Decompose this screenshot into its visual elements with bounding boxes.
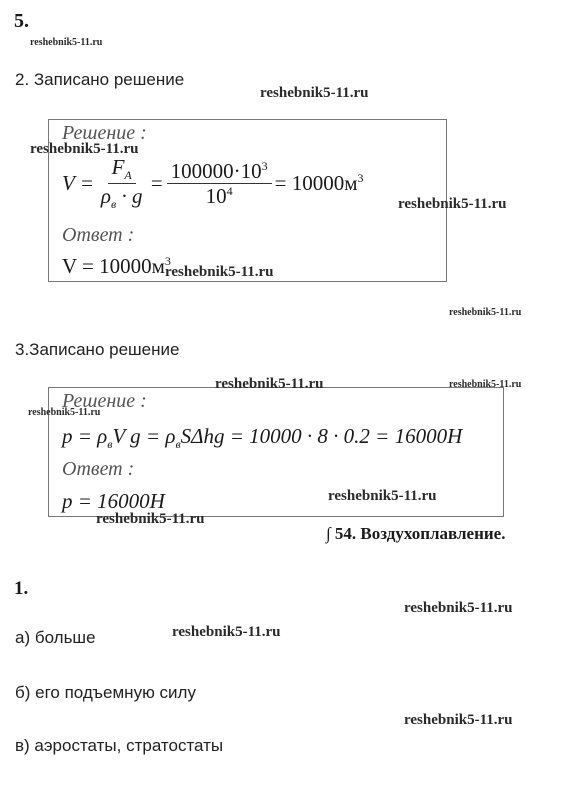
fraction-numeric [167,160,272,207]
eq-sub-1: в [107,437,113,452]
task2-equation [62,156,364,211]
answer-b: б) его подъемную силу [15,683,196,702]
task2-solution-label: Решение : [62,122,147,144]
watermark: reshebnik5-11.ru [260,85,369,101]
watermark: reshebnik5-11.ru [172,624,281,640]
watermark: reshebnik5-11.ru [96,511,205,527]
task2-answer-label: Ответ : [62,224,135,246]
watermark: reshebnik5-11.ru [398,196,507,212]
eq-result: = $10000м^3$ [274,170,364,195]
task2-answer-sup: 3 [164,254,171,268]
frac1-den-sub: в [110,196,117,211]
watermark: reshebnik5-11.ru [328,488,437,504]
watermark: reshebnik5-11.ru [215,376,324,392]
eq-result-sup: 3 [357,170,364,185]
watermark: reshebnik5-11.ru [449,307,522,318]
fraction-force-over-density [97,156,147,211]
frac2-den: 10 [205,183,227,208]
task3-answer-label: Ответ : [62,458,135,480]
frac1-den-rho: ρ [100,183,111,208]
task-number-5: 5. [14,10,29,32]
frac2-num-sup: 3 [261,158,268,173]
watermark: reshebnik5-11.ru [404,600,513,616]
answer-a: а) больше [15,628,96,647]
task3-solution-label: Решение : [62,390,147,412]
watermark: reshebnik5-11.ru [165,264,274,280]
eq-lhs: V = [62,170,94,195]
frac2-den-sup: 4 [226,183,233,198]
section-title: ∫ 54. Воздухоплавление. [326,524,506,543]
task3-equation: $p = \rho_вV$ $g = \rho_вS\Delta hg = 10000 \cdot 8 \cdot 0.2 = 16000H$ [62,424,463,452]
eq-sub-2: в [175,437,181,452]
watermark: reshebnik5-11.ru [30,141,139,157]
watermark: reshebnik5-11.ru [404,712,513,728]
frac1-num-sub: A [124,168,132,183]
task3-heading: 3.Записано решение [15,340,180,359]
task3-answer: p = 16000H [62,489,165,513]
eq-mid: = [149,170,164,195]
watermark: reshebnik5-11.ru [28,407,101,418]
watermark: reshebnik5-11.ru [449,379,522,390]
task2-answer: $V = 10000м^3$ [62,254,171,278]
task2-heading: 2. Записано решение [15,70,185,89]
frac1-num: F [111,155,125,179]
frac1-den-rest: · g [121,183,143,208]
answer-c: в) аэростаты, стратостаты [15,736,224,755]
watermark: reshebnik5-11.ru [30,37,103,48]
question-number: 1. [14,578,29,599]
frac2-num: 100000·10 [170,158,262,183]
